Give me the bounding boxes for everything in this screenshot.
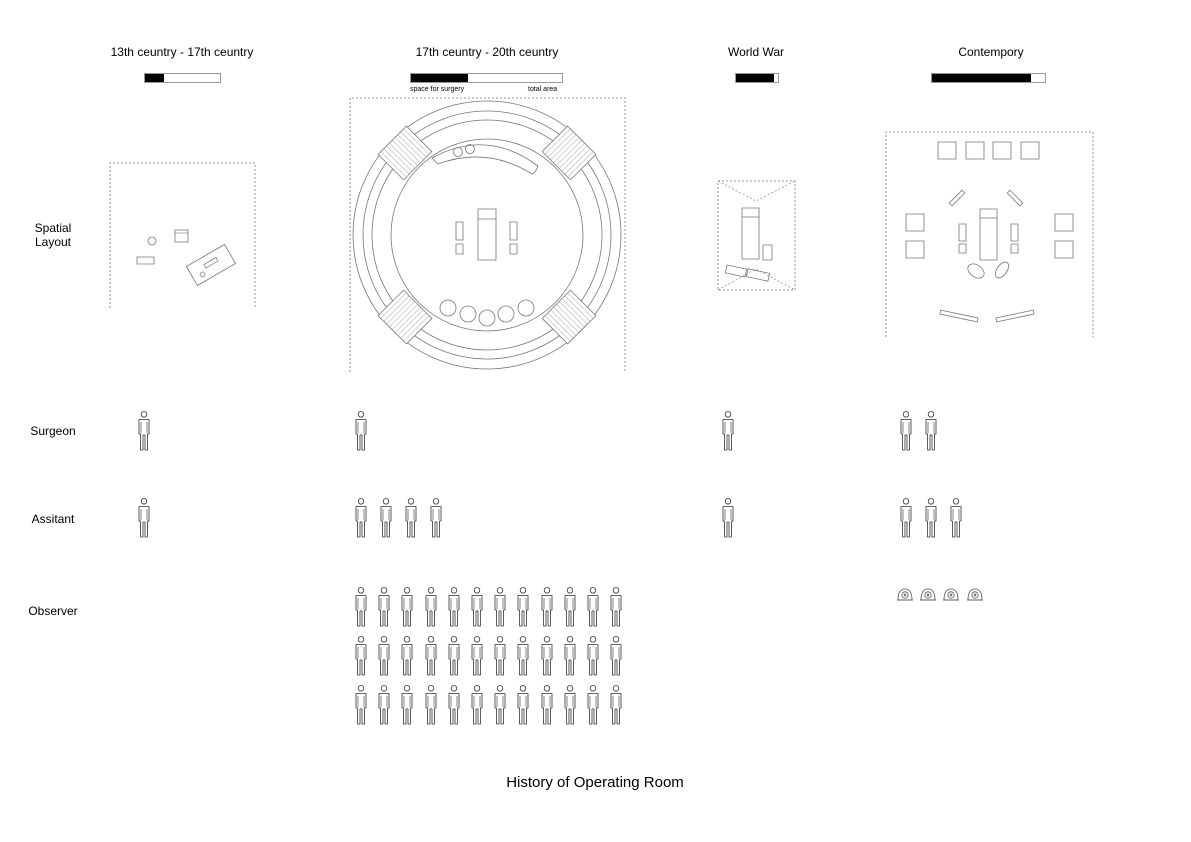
person-icon <box>379 498 393 538</box>
page-title: History of Operating Room <box>506 774 684 791</box>
person-icon <box>563 587 577 627</box>
area-bar-4 <box>931 73 1046 83</box>
person-icon <box>354 685 368 725</box>
person-icon <box>354 636 368 676</box>
person-icon <box>377 685 391 725</box>
area-bar-3 <box>735 73 779 83</box>
person-icon <box>540 587 554 627</box>
camera-icon <box>920 587 936 603</box>
person-icon <box>516 685 530 725</box>
person-icon <box>586 587 600 627</box>
person-icon <box>404 498 418 538</box>
person-icon <box>924 411 938 451</box>
person-icon <box>609 685 623 725</box>
person-icon <box>424 685 438 725</box>
camera-icon <box>897 587 913 603</box>
person-icon <box>447 587 461 627</box>
person-icon <box>400 685 414 725</box>
person-icon <box>563 685 577 725</box>
person-icon <box>721 498 735 538</box>
spatial-plan-1 <box>105 158 260 313</box>
surgery-space-fill <box>932 74 1031 82</box>
person-icon <box>540 685 554 725</box>
person-icon <box>400 587 414 627</box>
person-icon <box>563 636 577 676</box>
surgery-space-fill <box>145 74 164 82</box>
person-icon <box>447 685 461 725</box>
person-icon <box>924 498 938 538</box>
spatial-plan-4 <box>884 130 1096 340</box>
person-icon <box>493 685 507 725</box>
person-icon <box>899 498 913 538</box>
spatial-plan-3 <box>716 179 798 293</box>
camera-icon <box>967 587 983 603</box>
person-icon <box>354 411 368 451</box>
person-icon <box>949 498 963 538</box>
person-icon <box>470 685 484 725</box>
bar-legend-total: total area <box>528 86 558 93</box>
person-icon <box>493 587 507 627</box>
person-icon <box>586 685 600 725</box>
period-title-1: 13th ceuntry - 17th ceuntry <box>110 45 254 59</box>
person-icon <box>493 636 507 676</box>
surgery-space-fill <box>736 74 774 82</box>
person-icon <box>609 587 623 627</box>
surgery-space-fill <box>411 74 468 82</box>
row-label-surgeon: Surgeon <box>30 424 76 438</box>
camera-icon <box>943 587 959 603</box>
period-title-2: 17th ceuntry - 20th ceuntry <box>415 45 559 59</box>
person-icon <box>377 636 391 676</box>
person-icon <box>354 587 368 627</box>
area-bar-2 <box>410 73 563 83</box>
person-icon <box>516 636 530 676</box>
bar-legend-space: space for surgery <box>410 86 465 93</box>
person-icon <box>586 636 600 676</box>
person-icon <box>354 498 368 538</box>
person-icon <box>429 498 443 538</box>
person-icon <box>516 587 530 627</box>
period-title-3: World War <box>727 45 785 59</box>
person-icon <box>377 587 391 627</box>
person-icon <box>540 636 554 676</box>
person-icon <box>447 636 461 676</box>
spatial-plan-2 <box>350 98 626 374</box>
person-icon <box>424 636 438 676</box>
person-icon <box>470 587 484 627</box>
period-title-4: Contempory <box>958 45 1024 59</box>
row-label-spatial-layout: Spatial Layout <box>34 221 72 249</box>
row-label-observer: Observer <box>28 604 78 618</box>
person-icon <box>470 636 484 676</box>
person-icon <box>899 411 913 451</box>
area-bar-1 <box>144 73 221 83</box>
row-label-assistant: Assitant <box>31 512 75 526</box>
person-icon <box>137 411 151 451</box>
person-icon <box>400 636 414 676</box>
person-icon <box>609 636 623 676</box>
person-icon <box>137 498 151 538</box>
person-icon <box>424 587 438 627</box>
person-icon <box>721 411 735 451</box>
